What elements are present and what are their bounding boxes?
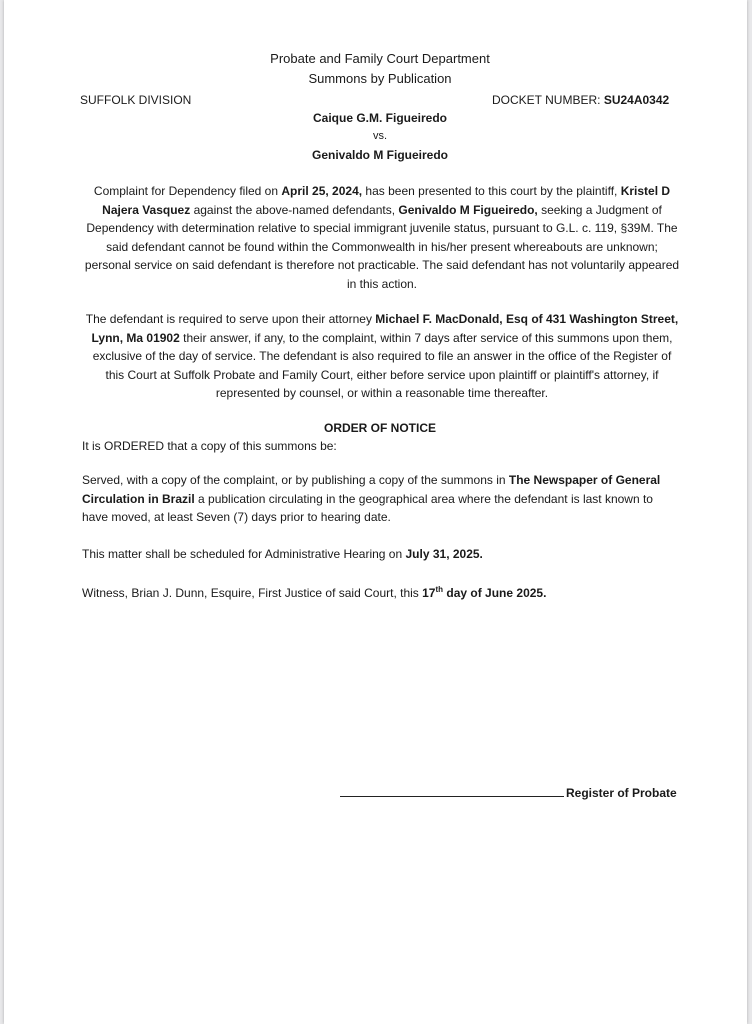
hearing-date: July 31, 2025. [405, 547, 483, 561]
plaintiff-party: Kristel D Najera Vasquez [102, 184, 671, 217]
service-paragraph [82, 310, 682, 403]
text-run: seeking a Judgment of Dependency with determination relative to special immigrant juvenile status, pursuant to G.L. c. 119, §39M. The said defendant cannot be found within the Commonwealth in his/her present whereabouts are unknown; personal service on said defendant is therefore not practicable. The said defendant has not voluntarily appeared in this action. [84, 202, 680, 291]
text-run: The defendant is required to serve upon their attorney [85, 312, 376, 326]
text-run: Witness, Brian J. Dunn, Esquire, First Justice of said Court, this [82, 586, 423, 600]
text-run: has been presented to this court by the plaintiff, [362, 184, 621, 198]
filing-date: April 25, 2024, [281, 184, 363, 198]
order-of-notice-heading: ORDER OF NOTICE [323, 421, 436, 435]
served-paragraph [82, 471, 682, 527]
witness-month-year: day of June 2025. [443, 586, 547, 600]
plaintiff-name: Caique G.M. Figueiredo [312, 111, 447, 125]
attorney-info: Michael F. MacDonald, Esq of 431 Washington Street, Lynn, Ma 01902 [91, 312, 679, 345]
division-label: SUFFOLK DIVISION [80, 93, 192, 107]
newspaper-name: The Newspaper of General Circulation in Brazil [82, 473, 661, 506]
form-title: Summons by Publication [308, 71, 452, 86]
order-intro: It is ORDERED that a copy of this summons be: [82, 439, 337, 453]
docket-value: SU24A0342 [603, 93, 670, 107]
versus: vs. [372, 130, 388, 142]
ordinal-suffix: th [435, 585, 444, 594]
text-run: against the above-named defendants, [190, 202, 399, 217]
text-run: Served, with a copy of the complaint, or by publishing a copy of the summons in [82, 473, 509, 487]
docket-label: DOCKET NUMBER: [492, 93, 601, 107]
text-run: Complaint for Dependency filed on [93, 184, 282, 198]
defendant-name: Genivaldo M Figueiredo [311, 148, 448, 162]
witness-date [422, 586, 546, 600]
witness-line [82, 582, 546, 601]
document-page [4, 0, 747, 1024]
hearing-line [82, 546, 483, 562]
text-run: their answer, if any, to the complaint, within 7 days after service of this summons upon them, exclusive of the day of service. The defendant is also required to file an answer in the office of the Register of this Court at Suffolk Probate and Family Court, either before service upon plaintiff or plaintiff's attorney, if represented by counsel, or within a reasonable time thereafter. [92, 330, 673, 401]
register-of-probate-label: Register of Probate [566, 786, 677, 800]
text-run: This matter shall be scheduled for Administrative Hearing on [82, 547, 406, 561]
witness-day: 17 [422, 586, 436, 600]
signature-line [340, 796, 564, 797]
defendant-party: Genivaldo M Figueiredo, [398, 202, 538, 217]
docket-number [492, 92, 669, 108]
department-title: Probate and Family Court Department [270, 51, 490, 66]
text-run: a publication circulating in the geographical area where the defendant is last known to have moved, at least Seven (7) days prior to hearing date. [82, 491, 653, 525]
complaint-paragraph [82, 182, 682, 294]
